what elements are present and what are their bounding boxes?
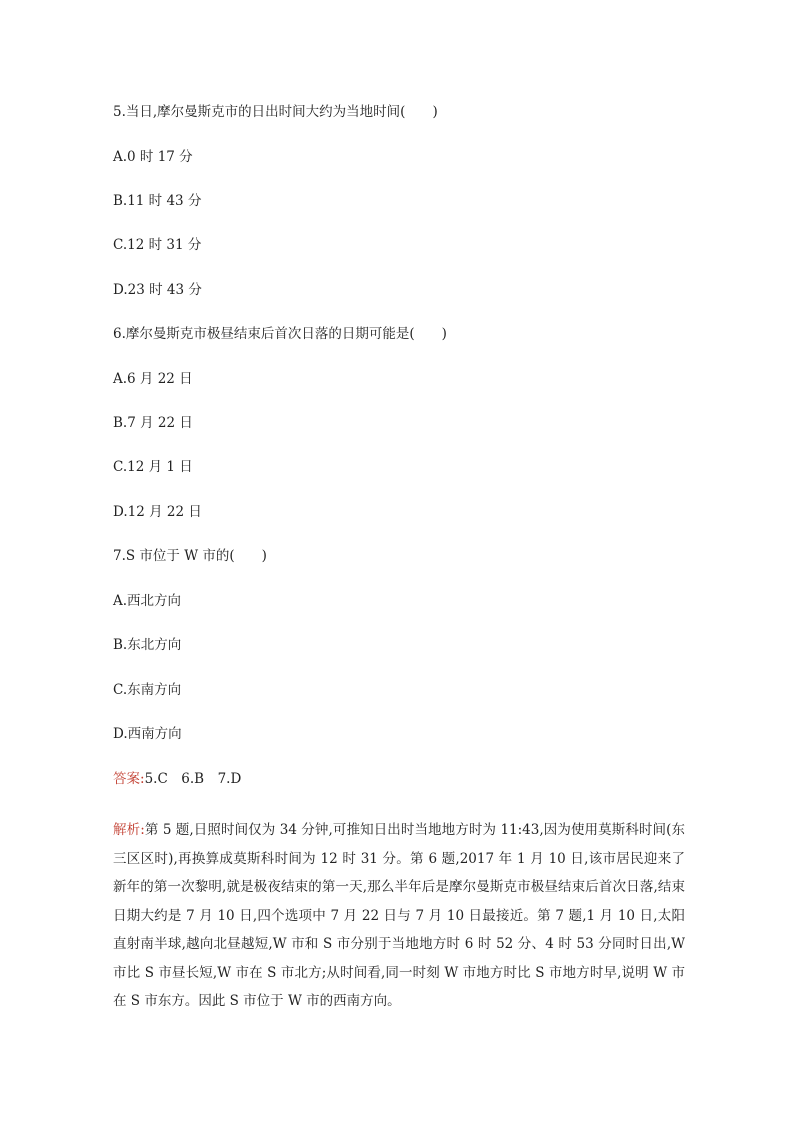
question-6-option-a: A.6 月 22 日 (113, 371, 193, 387)
analysis-label: 解析: (113, 822, 145, 838)
analysis-paragraph (113, 816, 685, 1016)
analysis-text: 第 5 题,日照时间仅为 34 分钟,可推知日出时当地地方时为 11:43,因为使用莫斯科时间(东三区区时),再换算成莫斯科时间为 12 时 31 分。第 6 题,2017 年 1 月 10 日,该市居民迎来了新年的第一次黎明,就是极夜结束的第一天,那么半年后是摩尔曼斯克市极昼结束后首次日落,结束日期大约是 7 月 10 日,四个选项中 7 月 22 日与 7 月 10 日最接近。第 7 题,1 月 10 日,太阳直射南半球,越向北昼越短,W 市和 S 市分别于当地地方时 6 时 52 分、4 时 53 分同时日出,W 市比 S 市昼长短,W 市在 S 市北方;从时间看,同一时刻 W 市地方时比 S 市地方时早,说明 W 市在 S 市东方。因此 S 市位于 W 市的西南方向。 (113, 822, 685, 1009)
question-7-option-a: A.西北方向 (113, 593, 182, 609)
question-6-stem: 6.摩尔曼斯克市极昼结束后首次日落的日期可能是( ) (113, 326, 447, 342)
answer-text: 5.C 6.B 7.D (144, 771, 242, 787)
question-6-option-c: C.12 月 1 日 (113, 459, 193, 475)
question-7-stem: 7.S 市位于 W 市的( ) (113, 548, 267, 564)
question-7-option-c: C.东南方向 (113, 682, 182, 698)
question-5-stem: 5.当日,摩尔曼斯克市的日出时间大约为当地时间( ) (113, 104, 438, 120)
question-5-option-c: C.12 时 31 分 (113, 237, 202, 253)
question-7-option-d: D.西南方向 (113, 726, 182, 742)
question-5-option-d: D.23 时 43 分 (113, 282, 202, 298)
question-7-option-b: B.东北方向 (113, 637, 182, 653)
question-6-option-b: B.7 月 22 日 (113, 415, 193, 431)
answer-line (113, 770, 241, 788)
question-5-option-a: A.0 时 17 分 (113, 149, 193, 165)
question-6-option-d: D.12 月 22 日 (113, 504, 202, 520)
answer-label: 答案: (113, 771, 145, 787)
question-5-option-b: B.11 时 43 分 (113, 193, 202, 209)
